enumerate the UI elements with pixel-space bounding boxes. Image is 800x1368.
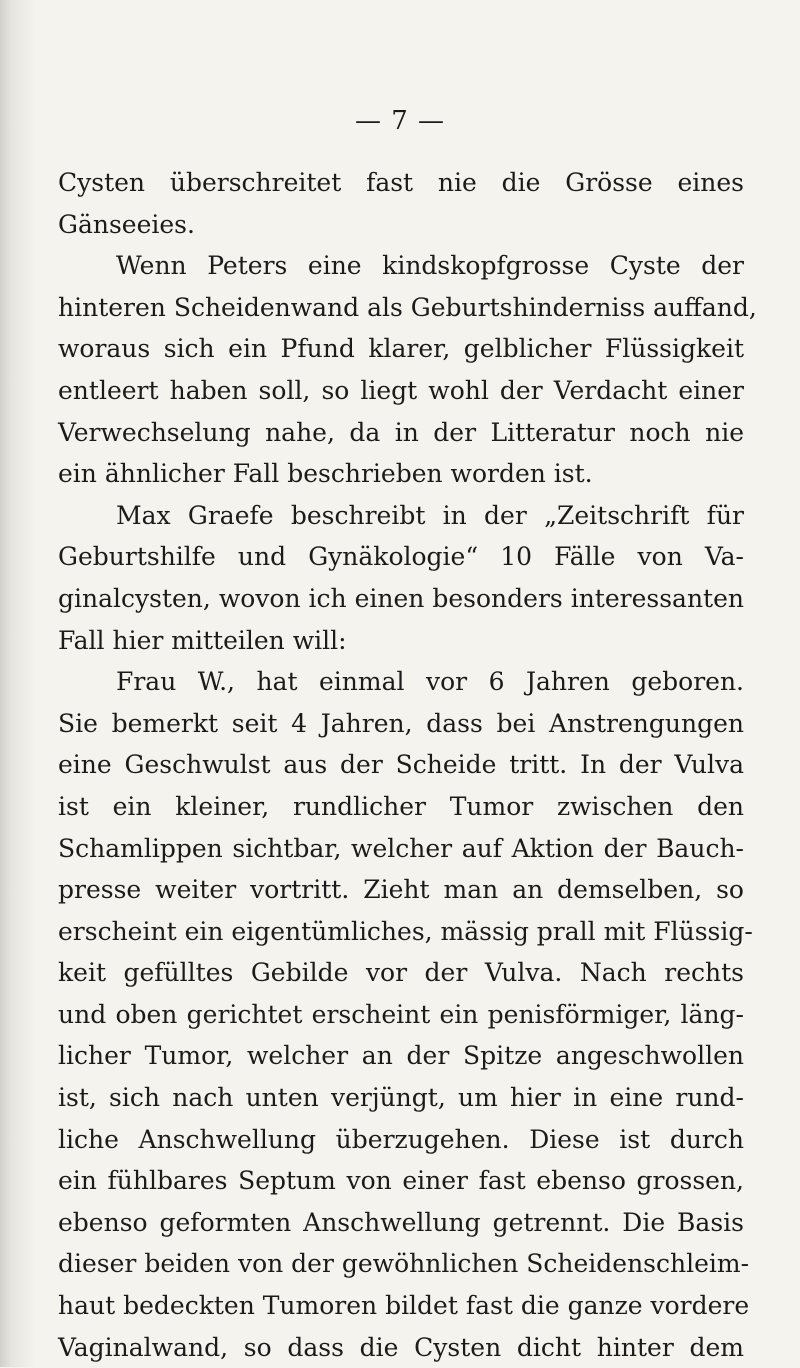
text-line: presse weiter vortritt. Zieht man an demselben, so: [58, 875, 744, 905]
text-line: Gänseeies.: [58, 209, 195, 239]
text-line: Geburtshilfe und Gynäkologie“ 10 Fälle von Va-: [58, 542, 744, 572]
text-line: ist ein kleiner, rundlicher Tumor zwischen den: [58, 791, 744, 821]
text-line: keit gefülltes Gebilde vor der Vulva. Nach rechts: [58, 958, 744, 988]
text-line: Verwechselung nahe, da in der Litteratur noch nie: [58, 417, 744, 447]
text-line: Sie bemerkt seit 4 Jahren, dass bei Anstrengungen: [58, 708, 744, 738]
text-line: hinteren Scheidenwand als Geburtshinderniss auffand,: [58, 292, 757, 322]
text-line: woraus sich ein Pfund klarer, gelblicher Flüssigkeit: [58, 334, 744, 364]
text-line: liche Anschwellung überzugehen. Diese ist durch: [58, 1124, 744, 1154]
text-line: haut bedeckten Tumoren bildet fast die ganze vordere: [58, 1291, 750, 1321]
text-line: licher Tumor, welcher an der Spitze angeschwollen: [58, 1041, 744, 1071]
text-line: dieser beiden von der gewöhnlichen Scheidenschleim-: [58, 1249, 750, 1279]
text-line: ginalcysten, wovon ich einen besonders interessanten: [58, 583, 744, 613]
text-line: ein fühlbares Septum von einer fast ebenso grossen,: [58, 1166, 744, 1196]
text-line: Vaginalwand, so dass die Cysten dicht hinter dem: [58, 1332, 744, 1362]
text-line: eine Geschwulst aus der Scheide tritt. In der Vulva: [58, 750, 744, 780]
text-line: Cysten überschreitet fast nie die Grösse eines: [58, 168, 744, 197]
paragraph-start-line: Max Graefe beschreibt in der „Zeitschrift für: [116, 500, 744, 530]
text-line: und oben gerichtet erscheint ein penisförmiger, läng-: [58, 999, 744, 1029]
body-text: [58, 162, 757, 1368]
text-line: ebenso geformten Anschwellung getrennt. Die Basis: [58, 1207, 744, 1237]
text-line: entleert haben soll, so liegt wohl der Verdacht einer: [58, 375, 744, 405]
page-number: — 7 —: [354, 106, 446, 136]
text-line: Schamlippen sichtbar, welcher auf Aktion der Bauch-: [58, 833, 744, 863]
text-line: ein ähnlicher Fall beschrieben worden ist.: [58, 459, 593, 489]
paragraph-start-line: Frau W., hat einmal vor 6 Jahren geboren.: [116, 667, 744, 697]
text-line: ist, sich nach unten verjüngt, um hier in eine rund-: [58, 1083, 744, 1113]
text-line: Fall hier mitteilen will:: [58, 625, 347, 655]
text-line: erscheint ein eigentümliches, mässig prall mit Flüssig-: [58, 916, 753, 946]
paragraph-start-line: Wenn Peters eine kindskopfgrosse Cyste der: [116, 251, 744, 281]
